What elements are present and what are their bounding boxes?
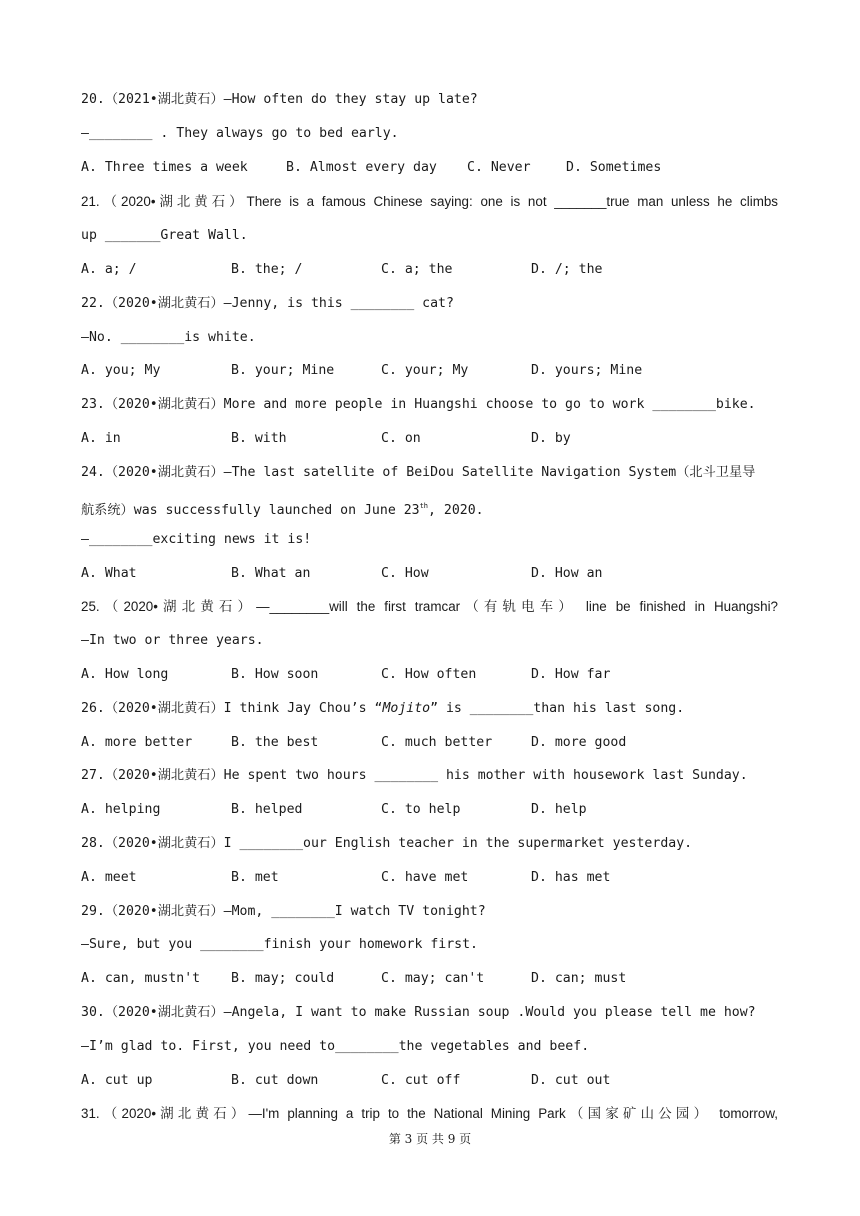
- question-26-stem-start: 26.（2020•湖北黄石）I think Jay Chou’s “: [81, 701, 383, 716]
- question-21-option-b: B. the; /: [231, 262, 303, 277]
- question-29-option-b: B. may; could: [231, 971, 335, 986]
- question-29-option-a: A. can, mustn't: [81, 971, 201, 986]
- question-31-stem-line-1: 31.（2020•湖北黄石）—I'm planning a trip to the National Mining Park（国家矿山公园） tomorrow,: [81, 1106, 778, 1121]
- question-24-option-b: B. What an: [231, 566, 311, 581]
- question-28-option-b: B. met: [231, 870, 279, 885]
- question-24-option-a: A. What: [81, 566, 137, 581]
- question-26-option-c: C. much better: [381, 735, 493, 750]
- question-26-option-b: B. the best: [231, 735, 319, 750]
- question-20-stem-line-2: —________ . They always go to bed early.: [81, 126, 399, 141]
- question-23-option-d: D. by: [531, 431, 571, 446]
- question-25-option-d: D. How far: [531, 667, 611, 682]
- question-28-option-c: C. have met: [381, 870, 469, 885]
- question-28-stem: 28.（2020•湖北黄石）I ________our English teacher in the supermarket yesterday.: [81, 836, 693, 851]
- question-30-option-d: D. cut out: [531, 1073, 611, 1088]
- question-29-option-c: C. may; can't: [381, 971, 485, 986]
- song-title: Mojito: [382, 701, 431, 716]
- question-29-stem-line-1: 29.（2020•湖北黄石）—Mom, ________I watch TV tonight?: [81, 904, 486, 919]
- question-28-option-d: D. has met: [531, 870, 611, 885]
- question-26-option-a: A. more better: [81, 735, 193, 750]
- question-23-option-b: B. with: [231, 431, 287, 446]
- question-20-option-c: C. Never: [467, 160, 531, 175]
- question-20-option-d: D. Sometimes: [566, 160, 662, 175]
- question-30-option-b: B. cut down: [231, 1073, 319, 1088]
- question-24-stem-line-3: —________exciting news it is!: [81, 532, 312, 547]
- question-26-stem: [81, 700, 684, 718]
- question-25-option-c: C. How often: [381, 667, 477, 682]
- question-25-stem-line-2: —In two or three years.: [81, 633, 264, 648]
- question-21-option-d: D. /; the: [531, 262, 603, 277]
- question-25-option-b: B. How soon: [231, 667, 319, 682]
- question-22-stem-line-1: 22.（2020•湖北黄石）—Jenny, is this ________ cat?: [81, 296, 454, 311]
- question-26-option-d: D. more good: [531, 735, 627, 750]
- question-27-option-b: B. helped: [231, 802, 303, 817]
- question-27-option-a: A. helping: [81, 802, 161, 817]
- question-22-option-a: A. you; My: [81, 363, 161, 378]
- question-28-option-a: A. meet: [81, 870, 137, 885]
- question-23-stem: 23.（2020•湖北黄石）More and more people in Huangshi choose to go to work ________bike.: [81, 397, 756, 412]
- page-number-footer: 第 3 页 共 9 页: [388, 1132, 472, 1146]
- question-24-stem-line-2-text: 航系统）was successfully launched on June 23: [81, 503, 420, 518]
- question-24-stem-line-2: [81, 497, 484, 520]
- question-21-option-a: A. a; /: [81, 262, 137, 277]
- question-24-stem-line-2-tail: , 2020.: [428, 503, 484, 518]
- question-30-stem-line-1: 30.（2020•湖北黄石）—Angela, I want to make Russian soup .Would you please tell me how?: [81, 1005, 756, 1020]
- ordinal-suffix: th: [419, 502, 429, 510]
- question-20-option-b: B. Almost every day: [286, 160, 437, 175]
- question-21-option-c: C. a; the: [381, 262, 453, 277]
- question-22-option-c: C. your; My: [381, 363, 469, 378]
- question-27-stem: 27.（2020•湖北黄石）He spent two hours ________ his mother with housework last Sunday.: [81, 768, 748, 783]
- question-25-stem-line-1: 25.（2020•湖北黄石）—________will the first tramcar（有轨电车） line be finished in Huangshi?: [81, 599, 778, 614]
- question-30-option-c: C. cut off: [381, 1073, 461, 1088]
- question-24-stem-line-1: 24.（2020•湖北黄石）—The last satellite of BeiDou Satellite Navigation System（北斗卫星导: [81, 465, 756, 480]
- question-24-option-d: D. How an: [531, 566, 603, 581]
- question-24-option-c: C. How: [381, 566, 429, 581]
- question-25-option-a: A. How long: [81, 667, 169, 682]
- question-30-stem-line-2: —I’m glad to. First, you need to________the vegetables and beef.: [81, 1039, 590, 1054]
- question-22-stem-line-2: —No. ________is white.: [81, 330, 256, 345]
- question-30-option-a: A. cut up: [81, 1073, 153, 1088]
- question-27-option-c: C. to help: [381, 802, 461, 817]
- question-20-option-a: A. Three times a week: [81, 160, 248, 175]
- question-23-option-c: C. on: [381, 431, 421, 446]
- question-26-stem-end: ” is ________than his last song.: [430, 701, 685, 716]
- question-23-option-a: A. in: [81, 431, 121, 446]
- question-21-stem-line-1: 21.（2020•湖北黄石）There is a famous Chinese saying: one is not _______true man unless he climbs: [81, 194, 778, 209]
- question-22-option-d: D. yours; Mine: [531, 363, 643, 378]
- question-29-option-d: D. can; must: [531, 971, 627, 986]
- question-22-option-b: B. your; Mine: [231, 363, 335, 378]
- question-21-stem-line-2: up _______Great Wall.: [81, 228, 248, 243]
- question-29-stem-line-2: —Sure, but you ________finish your homework first.: [81, 937, 478, 952]
- question-20-stem-line-1: 20.（2021•湖北黄石）—How often do they stay up late?: [81, 92, 478, 107]
- question-27-option-d: D. help: [531, 802, 587, 817]
